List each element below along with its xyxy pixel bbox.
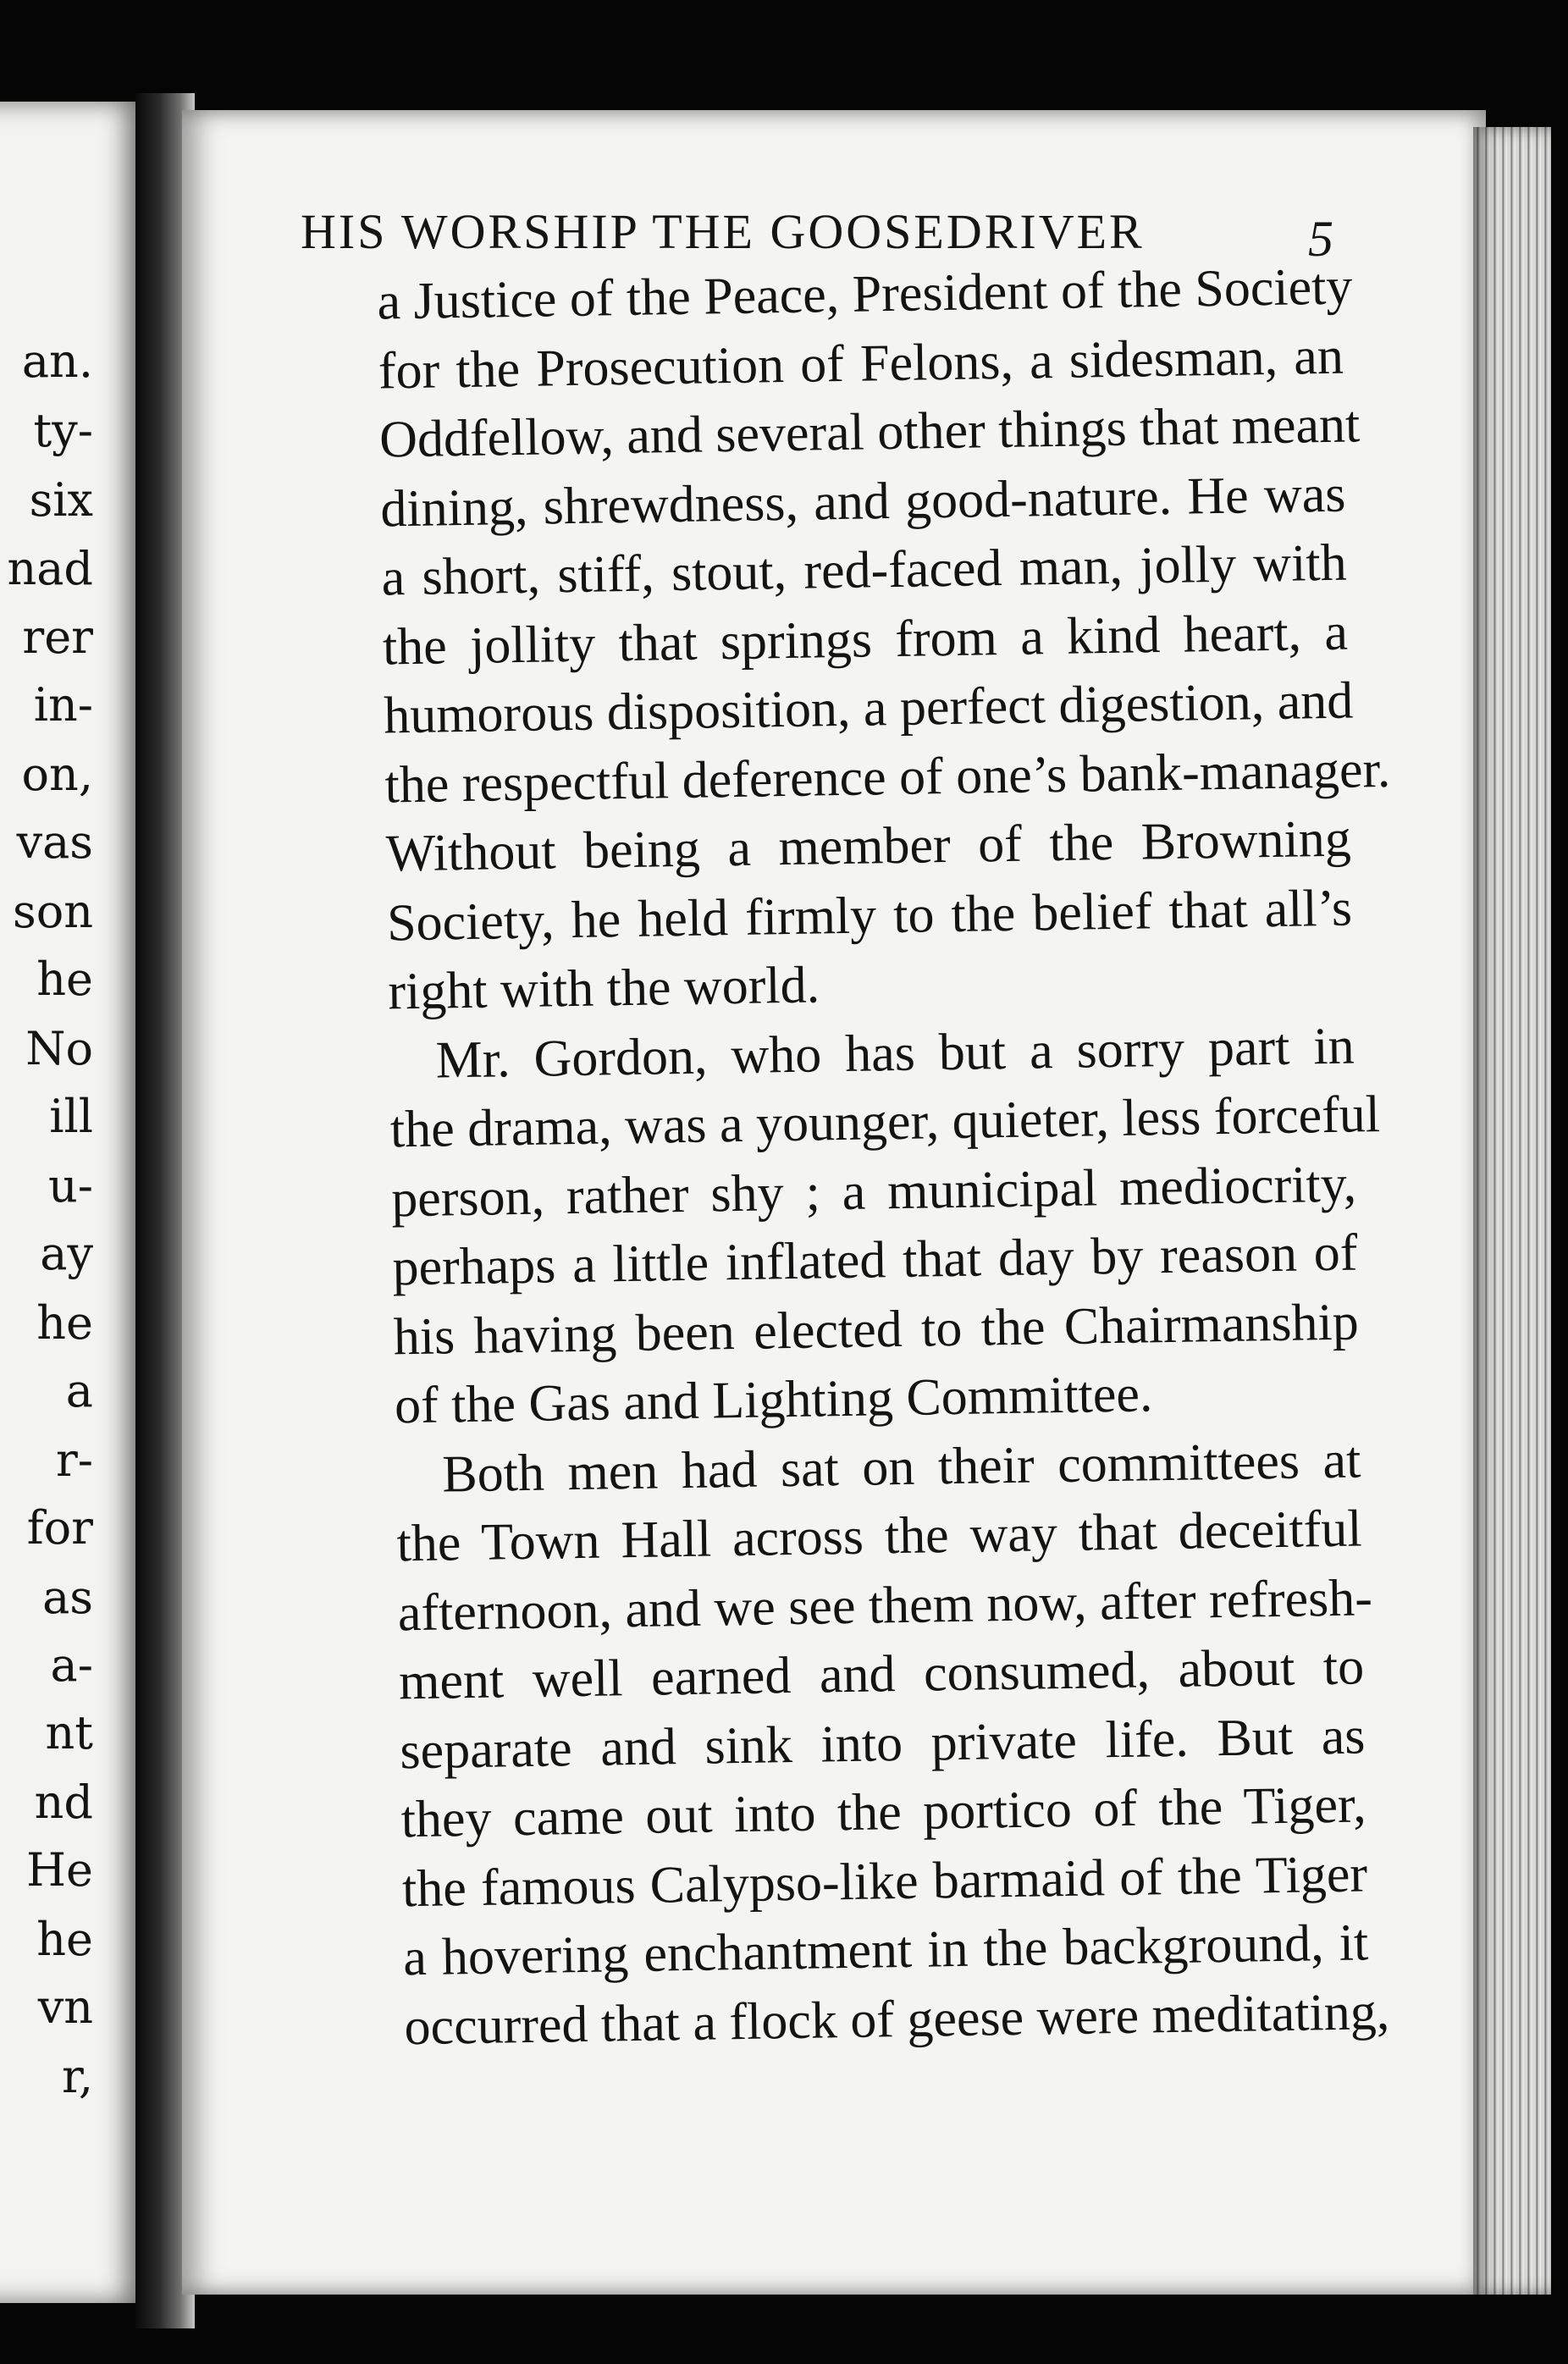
- left-page-fragment: r,: [61, 2050, 93, 2103]
- text-line: the jollity that springs from a kind heart, a: [382, 603, 1349, 676]
- left-page-fragment: nt: [45, 1706, 93, 1759]
- left-page-fragment: he: [36, 1296, 93, 1350]
- left-page-fragment: he: [36, 1913, 93, 1966]
- left-page-fragment: rer: [22, 610, 93, 664]
- text-line: humorous disposition, a perfect digestion, and: [383, 671, 1354, 745]
- text-line: his having been elected to the Chairmanship: [393, 1292, 1360, 1366]
- text-line: the drama, was a younger, quieter, less forceful: [389, 1085, 1381, 1159]
- left-page-fragment: a-: [50, 1638, 93, 1692]
- left-page-fragment: an.: [21, 334, 93, 388]
- text-line: Both men had sat on their committees at: [441, 1430, 1361, 1504]
- text-line: separate and sink into private life. But as: [399, 1706, 1366, 1780]
- text-line: right with the world.: [387, 956, 820, 1021]
- text-line: for the Prosecution of Felons, a sidesman, an: [378, 327, 1344, 400]
- left-page-fragment: r-: [55, 1433, 93, 1487]
- left-page-fragment: No: [25, 1022, 93, 1075]
- left-page-fragment: for: [26, 1501, 93, 1555]
- text-line: perhaps a little inflated that day by reason of: [391, 1223, 1358, 1297]
- left-page-fragment: nad: [7, 542, 93, 595]
- text-line: a hovering enchantment in the background, it: [402, 1914, 1369, 1987]
- text-line: dining, shrewdness, and good-nature. He was: [379, 465, 1346, 539]
- left-page: [0, 102, 144, 2303]
- left-page-fragment: ay: [40, 1227, 93, 1280]
- running-head: HIS WORSHIP THE GOOSEDRIVER: [301, 204, 1145, 259]
- left-page-fragment: on,: [21, 748, 93, 801]
- left-page-fragment: vn: [37, 1980, 93, 2034]
- text-line: of the Gas and Lighting Committee.: [394, 1365, 1153, 1435]
- text-line: the respectful deference of one’s bank-manager.: [384, 740, 1391, 814]
- left-page-fragment: as: [42, 1571, 93, 1624]
- left-page-fragment: vas: [16, 815, 93, 869]
- text-line: the famous Calypso-like barmaid of the Tiger: [401, 1844, 1368, 1918]
- left-page-fragment: ill: [49, 1090, 93, 1143]
- text-line: occurred that a flock of geese were meditating,: [404, 1982, 1390, 2056]
- text-line: Mr. Gordon, who has but a sorry part in: [435, 1017, 1355, 1090]
- left-page-fragment: ty-: [33, 404, 93, 457]
- text-line: Society, he held firmly to the belief that all’s: [386, 879, 1353, 952]
- text-line: afternoon, and we see them now, after refresh-: [397, 1568, 1373, 1642]
- left-page-fragment: He: [25, 1843, 93, 1897]
- left-page-fragment: nd: [34, 1776, 93, 1829]
- left-page-fragment: u-: [47, 1159, 93, 1212]
- text-line: a Justice of the Peace, President of the Society: [377, 257, 1353, 331]
- text-line: they came out into the portico of the Tiger,: [400, 1776, 1367, 1849]
- page-number: 5: [1308, 211, 1333, 267]
- left-page-fragment: he: [36, 953, 93, 1006]
- left-page-fragment: six: [29, 473, 93, 527]
- text-line: person, rather shy ; a municipal mediocrity,: [390, 1155, 1357, 1228]
- page-body: [190, 253, 1391, 2065]
- left-page-fragment: in-: [33, 678, 93, 732]
- text-line: ment well earned and consumed, about to: [398, 1638, 1365, 1711]
- left-page-fragment: a: [65, 1364, 93, 1417]
- page-stack-edges: [1473, 127, 1551, 2295]
- left-page-fragment: son: [12, 885, 93, 938]
- text-line: a short, stiff, stout, red-faced man, jolly with: [381, 533, 1348, 607]
- right-page: [182, 110, 1486, 2295]
- text-line: Oddfellow, and several other things that meant: [378, 395, 1361, 469]
- text-line: the Town Hall across the way that deceitful: [396, 1500, 1363, 1573]
- text-line: Without being a member of the Browning: [385, 809, 1352, 883]
